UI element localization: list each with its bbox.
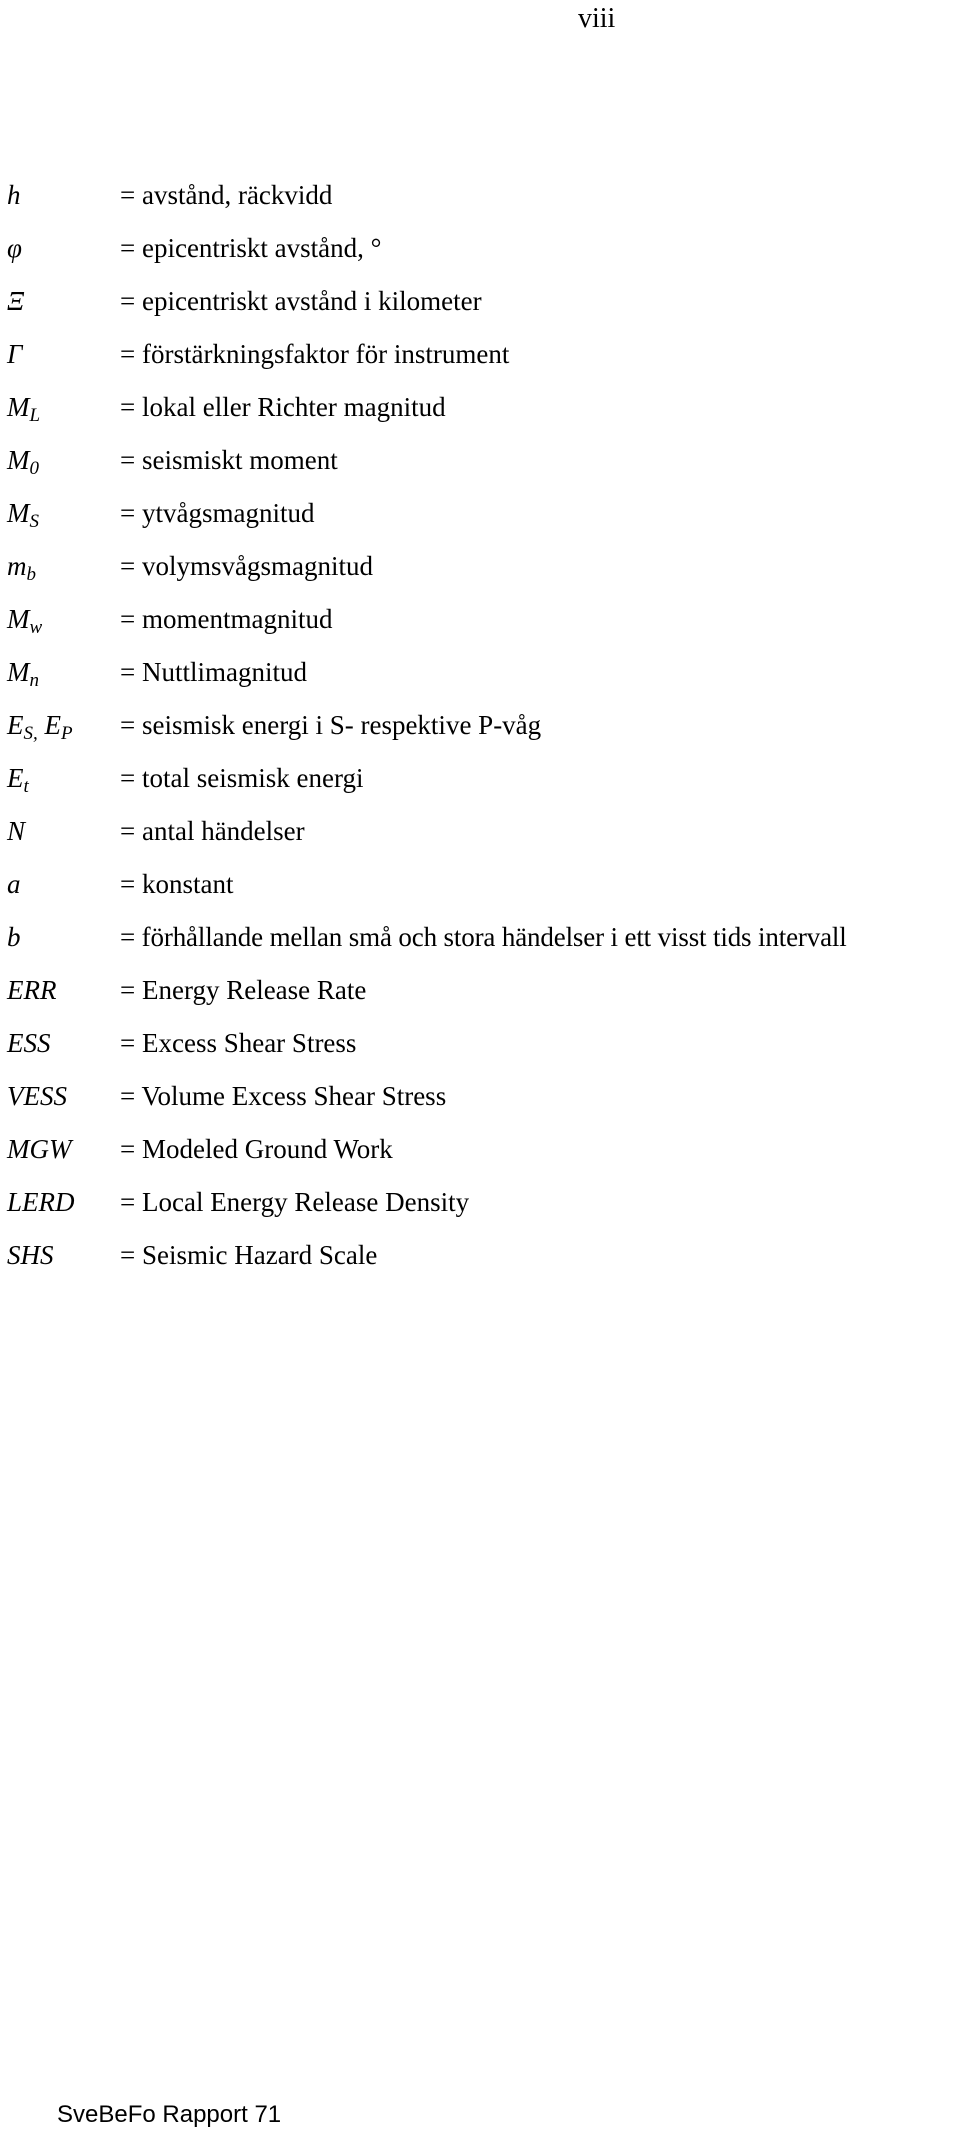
symbol-definition: = seismiskt moment <box>120 445 338 475</box>
symbol-definition: = förhållande mellan små och stora händelser i ett visst tids intervall <box>120 922 847 952</box>
symbol-term: a <box>7 869 21 899</box>
symbol-definition: = total seismisk energi <box>120 763 364 793</box>
symbol-definition: = Modeled Ground Work <box>120 1134 393 1164</box>
symbol-definition: = avstånd, räckvidd <box>120 180 333 210</box>
symbol-term: $M_w$ <box>7 604 43 638</box>
symbol-definition: = Volume Excess Shear Stress <box>120 1081 447 1111</box>
symbol-row <box>0 1185 960 1238</box>
symbol-term: h <box>7 180 21 210</box>
symbol-row <box>0 443 960 496</box>
symbol-row <box>0 337 960 390</box>
symbol-row <box>0 920 960 973</box>
symbol-term: N <box>7 816 26 846</box>
symbol-term: Γ <box>7 339 23 369</box>
symbol-row <box>0 231 960 284</box>
symbol-definition: = momentmagnitud <box>120 604 333 634</box>
symbol-definition: = lokal eller Richter magnitud <box>120 392 446 422</box>
symbol-term: $m_b$ <box>7 551 36 585</box>
symbol-row <box>0 549 960 602</box>
symbol-term: VESS <box>7 1081 67 1111</box>
symbol-row <box>0 602 960 655</box>
symbol-definition: = konstant <box>120 869 234 899</box>
symbol-definition: = volymsvågsmagnitud <box>120 551 373 581</box>
symbol-definition: = ytvågsmagnitud <box>120 498 315 528</box>
symbol-row <box>0 1238 960 1291</box>
symbol-term: $M_0$ <box>7 445 39 479</box>
symbol-row <box>0 1026 960 1079</box>
symbol-definition: = Local Energy Release Density <box>120 1187 470 1217</box>
symbol-definition: = epicentriskt avstånd, ° <box>120 233 382 263</box>
symbol-row <box>0 1079 960 1132</box>
symbol-row <box>0 284 960 337</box>
symbol-term: Ξ <box>7 286 25 316</box>
symbol-term: SHS <box>7 1240 54 1270</box>
symbol-term: $M_S$ <box>7 498 39 532</box>
symbol-term: b <box>7 922 21 952</box>
symbol-definition: = förstärkningsfaktor för instrument <box>120 339 510 369</box>
symbol-definition: = epicentriskt avstånd i kilometer <box>120 286 482 316</box>
page-number: viii <box>578 3 616 34</box>
symbol-row <box>0 178 960 231</box>
symbol-definition: = Energy Release Rate <box>120 975 367 1005</box>
footer-report-label: SveBeFo Rapport 71 <box>57 2101 282 2128</box>
symbol-definition: = Excess Shear Stress <box>120 1028 357 1058</box>
symbol-term: ESS <box>7 1028 51 1058</box>
symbol-definition: = Nuttlimagnitud <box>120 657 307 687</box>
symbol-definition: = antal händelser <box>120 816 305 846</box>
symbol-definition: = Seismic Hazard Scale <box>120 1240 378 1270</box>
symbol-term: ERR <box>7 975 57 1005</box>
symbol-row <box>0 761 960 814</box>
symbol-term: MGW <box>7 1134 72 1164</box>
symbol-row <box>0 973 960 1026</box>
symbol-term: $E_{S,}$ $E_P$ <box>7 710 73 744</box>
symbol-row <box>0 390 960 443</box>
symbol-row <box>0 867 960 920</box>
symbol-row <box>0 496 960 549</box>
symbol-list <box>0 178 960 1291</box>
symbol-row <box>0 708 960 761</box>
symbol-row <box>0 655 960 708</box>
symbol-term: $M_L$ <box>7 392 41 426</box>
symbol-term: φ <box>7 233 22 263</box>
symbol-definition: = seismisk energi i S- respektive P-våg <box>120 710 542 740</box>
symbol-row <box>0 814 960 867</box>
symbol-term: $E_t$ <box>7 763 29 797</box>
symbol-term: $M_n$ <box>7 657 39 691</box>
symbol-term: LERD <box>7 1187 75 1217</box>
symbol-row <box>0 1132 960 1185</box>
